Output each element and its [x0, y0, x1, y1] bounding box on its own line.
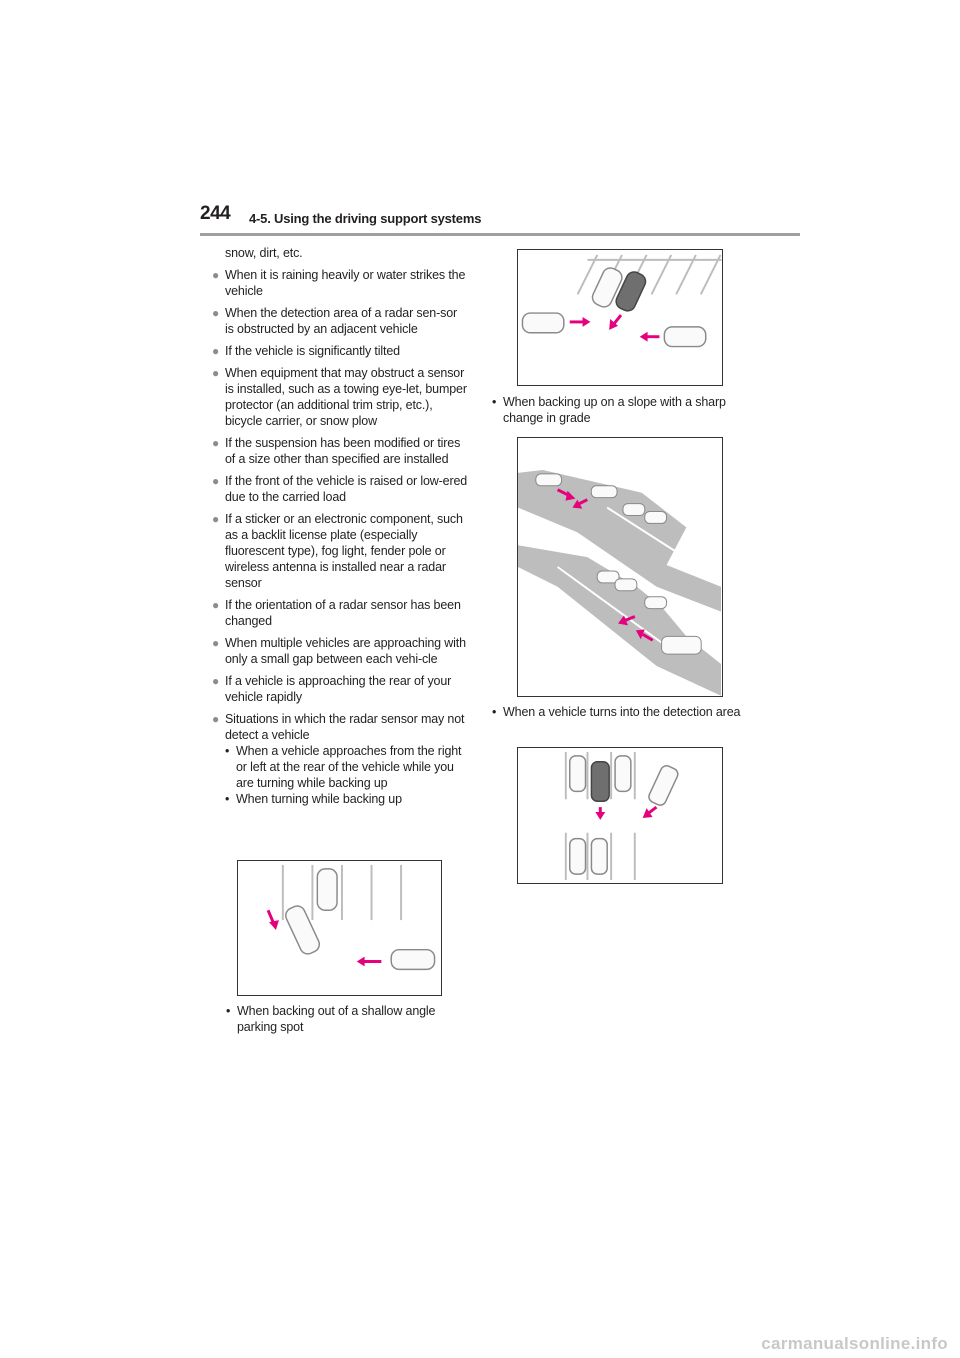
own-car-icon: [591, 762, 609, 801]
bullet-item: ● If the vehicle is significantly tilted: [212, 344, 400, 358]
bullet-dot-icon: ●: [212, 674, 220, 688]
car-icon: [615, 579, 637, 591]
sub-bullet-icon: •: [225, 792, 230, 806]
sub-item: • When turning while backing up: [225, 792, 402, 806]
figure-turning-backing: [237, 860, 442, 996]
continuation-text: snow, dirt, etc.: [225, 246, 303, 260]
approaching-car-icon: [664, 327, 705, 347]
bullet-dot-icon: ●: [212, 598, 220, 612]
page-number: 244: [200, 203, 231, 224]
caption-turns-into: • When a vehicle turns into the detection area: [492, 705, 741, 719]
bullet-item: ● If a sticker or an electronic component, such as a backlit license plate (especially fluorescent type), fog light, fender pole or wireless antenna is installed near a radar sensor: [212, 512, 463, 590]
turning-backing-illustration: [238, 861, 441, 995]
bullet-dot-icon: ●: [212, 636, 220, 650]
arrow-icon: [649, 807, 657, 813]
slope-illustration: [518, 438, 722, 696]
own-car-icon: [662, 636, 702, 654]
car-icon: [645, 512, 667, 524]
section-title: 4-5. Using the driving support systems: [249, 211, 482, 226]
bullet-item: ● When equipment that may obstruct a sensor is installed, such as a towing eye-let, bumper protector (an additional trim strip, etc.), bicycle carrier, or snow plow: [212, 366, 467, 428]
car-icon: [645, 597, 667, 609]
parked-car-icon: [615, 756, 631, 791]
watermark: carmanualsonline.info: [761, 1334, 948, 1353]
bullet-item: ● If the orientation of a radar sensor has been changed: [212, 598, 461, 628]
bullet-item: ● If the suspension has been modified or tires of a size other than specified are installed: [212, 436, 461, 466]
parked-car-icon: [570, 756, 586, 791]
caption-slope: • When backing up on a slope with a sharp change in grade: [492, 395, 726, 425]
parked-car-icon: [591, 839, 607, 874]
left-column: [212, 245, 468, 807]
bullet-dot-icon: ●: [212, 474, 220, 488]
parked-car-icon: [570, 839, 586, 874]
bullet-item: ● Situations in which the radar sensor may not detect a vehicle: [212, 712, 465, 742]
bullet-dot-icon: ●: [212, 306, 220, 320]
approaching-car-icon: [522, 313, 563, 333]
bullet-dot-icon: ●: [212, 436, 220, 450]
backing-car-icon: [283, 903, 322, 956]
turning-car-icon: [647, 764, 680, 807]
figure-shallow-angle: [517, 249, 723, 386]
bullet-dot-icon: ●: [212, 366, 220, 380]
caption-shallow-angle: • When backing out of a shallow angle parking spot: [226, 1004, 436, 1034]
bullet-item: ● If a vehicle is approaching the rear of your vehicle rapidly: [212, 674, 452, 704]
page-header: [200, 203, 800, 237]
bullet-dot-icon: ●: [212, 268, 220, 282]
figure-turns-into: [517, 747, 723, 884]
bullet-dot-icon: ●: [212, 712, 220, 726]
header-rule: [200, 233, 800, 236]
turns-into-illustration: [518, 748, 722, 883]
bullet-item: ● When it is raining heavily or water strikes the vehicle: [212, 268, 466, 298]
bullet-dot-icon: ●: [212, 344, 220, 358]
car-icon: [591, 486, 617, 498]
bullet-dot-icon: ●: [212, 512, 220, 526]
sub-bullet-icon: •: [225, 744, 230, 758]
parked-car-icon: [317, 869, 337, 910]
bullet-item: ● When multiple vehicles are approaching with only a small gap between each vehi-cle: [212, 636, 466, 666]
bullet-item: ● When the detection area of a radar sen-sor is obstructed by an adjacent vehicle: [212, 306, 458, 336]
figure-slope: [517, 437, 723, 697]
shallow-angle-illustration: [518, 250, 722, 385]
car-icon: [623, 504, 645, 516]
lower-ramp: [518, 545, 721, 696]
bullet-item: ● If the front of the vehicle is raised or low-ered due to the carried load: [212, 474, 468, 504]
approaching-car-icon: [391, 950, 434, 970]
sub-item: • When a vehicle approaches from the right or left at the rear of the vehicle while you are turning while backing up: [225, 744, 462, 790]
car-icon: [536, 474, 562, 486]
